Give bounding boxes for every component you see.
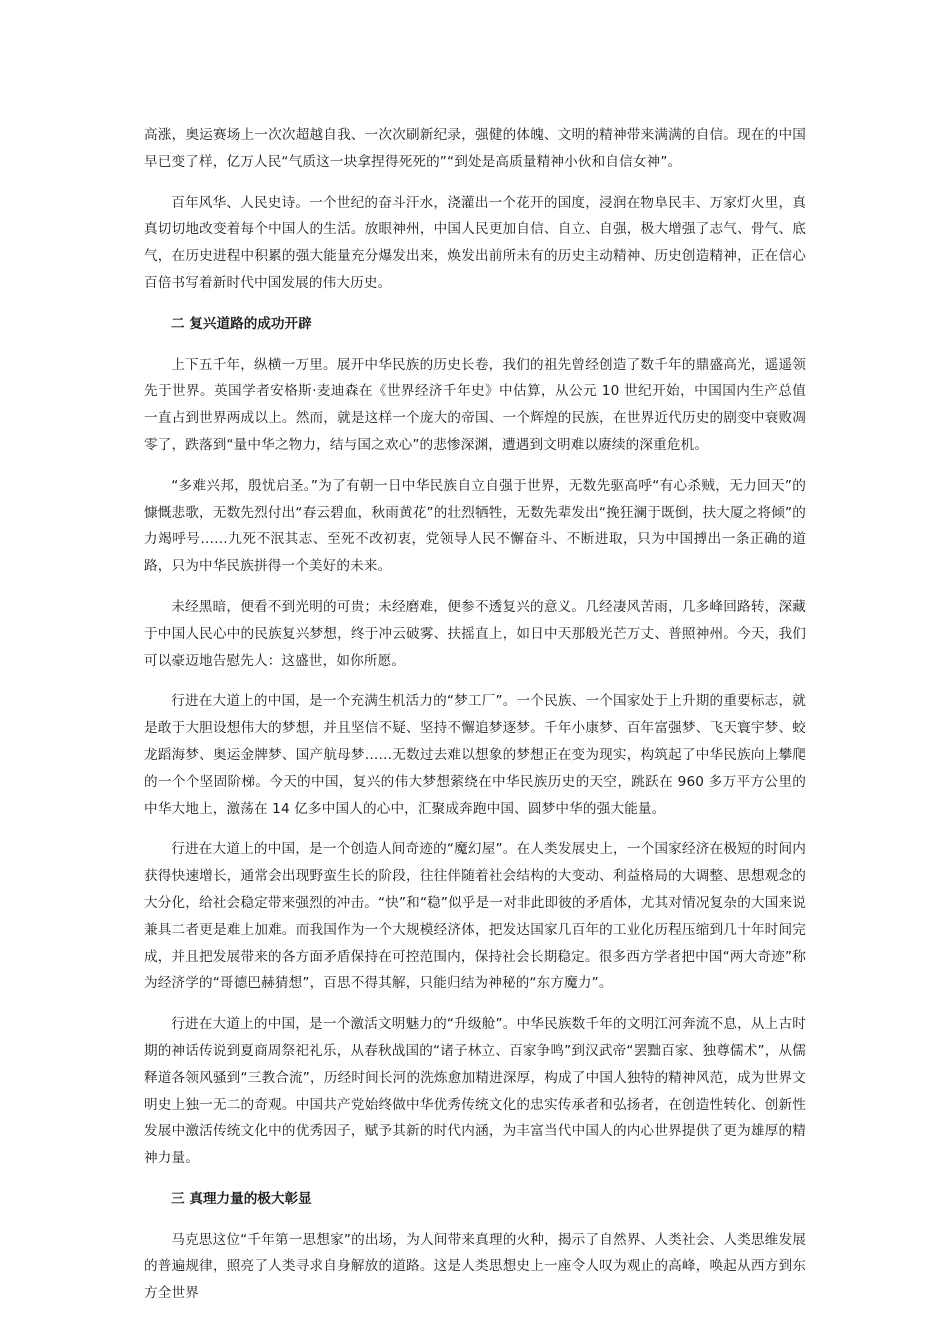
article-body	[144, 122, 806, 1321]
paragraph: 马克思这位“千年第一思想家”的出场，为人间带来真理的火种，揭示了自然界、人类社会、人类思维发展的普遍规律，照亮了人类寻求自身解放的道路。这是人类思想史上一座令人叹为观止的高峰，唤起从西方到东方全世界	[144, 1231, 806, 1302]
section-heading: 三 真理力量的极大彰显	[171, 1190, 312, 1207]
paragraph: 未经黑暗，便看不到光明的可贵；未经磨难，便参不透复兴的意义。几经凄风苦雨，几多峰回路转，深藏于中国人民心中的民族复兴梦想，终于冲云破雾、扶摇直上，如日中天那般光芒万丈、普照神州。今天，我们可以豪迈地告慰先人：这盛世，如你所愿。	[144, 598, 806, 669]
paragraph: 行进在大道上的中国，是一个充满生机活力的“梦工厂”。一个民族、一个国家处于上升期的重要标志，就是敢于大胆设想伟大的梦想，并且坚信不疑、坚持不懈追梦逐梦。千年小康梦、百年富强梦、飞天寰宇梦、蛟龙蹈海梦、奥运金牌梦、国产航母梦……无数过去难以想象的梦想正在变为现实，构筑起了中华民族向上攀爬的一个个坚固阶梯。今天的中国，复兴的伟大梦想萦绕在中华民族历史的天空，跳跃在 960 多万平方公里的中华大地上，激荡在 14 亿多中国人的心中，汇聚成奔跑中国、圆梦中华的强大能量。	[144, 693, 806, 817]
paragraph: 行进在大道上的中国，是一个创造人间奇迹的“魔幻屋”。在人类发展史上，一个国家经济在极短的时间内获得快速增长，通常会出现野蛮生长的阶段，往往伴随着社会结构的大变动、利益格局的大调整、思想观念的大分化，给社会稳定带来强烈的冲击。“快”和“稳”似乎是一对非此即彼的矛盾体，尤其对情况复杂的大国来说兼具二者更是难上加难。而我国作为一个大规模经济体，把发达国家几百年的工业化历程压缩到几十年时间完成，并且把发展带来的各方面矛盾保持在可控范围内，保持社会长期稳定。很多西方学者把中国“两大奇迹”称为经济学的“哥德巴赫猜想”，百思不得其解，只能归结为神秘的“东方魔力”。	[144, 841, 806, 992]
paragraph: 行进在大道上的中国，是一个激活文明魅力的“升级舱”。中华民族数千年的文明江河奔流不息，从上古时期的神话传说到夏商周祭祀礼乐，从春秋战国的“诸子林立、百家争鸣”到汉武帝“罢黜百家、独尊儒术”，从儒释道各领风骚到“三教合流”，历经时间长河的洗炼愈加精进深厚，构成了中国人独特的精神风范，成为世界文明史上独一无二的奇观。中国共产党始终做中华优秀传统文化的忠实传承者和弘扬者，在创造性转化、创新性发展中激活传统文化中的优秀因子，赋予其新的时代内涵，为丰富当代中国人的内心世界提供了更为雄厚的精神力量。	[144, 1016, 806, 1167]
section-heading: 二 复兴道路的成功开辟	[171, 315, 312, 332]
paragraph: 高涨，奥运赛场上一次次超越自我、一次次刷新纪录，强健的体魄、文明的精神带来满满的自信。现在的中国早已变了样，亿万人民“气质这一块拿捏得死死的”“到处是高质量精神小伙和自信女神”。	[144, 127, 806, 170]
paragraph: “多难兴邦，殷忧启圣。”为了有朝一日中华民族自立自强于世界，无数先驱高呼“有心杀贼，无力回天”的慷慨悲歌，无数先烈付出“春云碧血，秋雨黄花”的壮烈牺牲，无数先辈发出“挽狂澜于既倒，扶大厦之将倾”的力竭呼号……九死不泯其志、至死不改初衷，党领导人民不懈奋斗、不断进取，只为中国搏出一条正确的道路，只为中华民族拼得一个美好的未来。	[144, 477, 806, 575]
paragraph: 上下五千年，纵横一万里。展开中华民族的历史长卷，我们的祖先曾经创造了数千年的鼎盛高光，遥遥领先于世界。英国学者安格斯·麦迪森在《世界经济千年史》中估算，从公元 10 世纪开始，中国国内生产总值一直占到世界两成以上。然而，就是这样一个庞大的帝国、一个辉煌的民族，在世界近代历史的剧变中衰败凋零了，跌落到“量中华之物力，结与国之欢心”的悲惨深渊，遭遇到文明难以赓续的深重危机。	[144, 356, 806, 453]
paragraph: 百年风华、人民史诗。一个世纪的奋斗汗水，浇灌出一个花开的国度，浸润在物阜民丰、万家灯火里，真真切切地改变着每个中国人的生活。放眼神州，中国人民更加自信、自立、自强，极大增强了志气、骨气、底气，在历史进程中积累的强大能量充分爆发出来，焕发出前所未有的历史主动精神、历史创造精神，正在信心百倍书写着新时代中国发展的伟大历史。	[144, 194, 806, 291]
